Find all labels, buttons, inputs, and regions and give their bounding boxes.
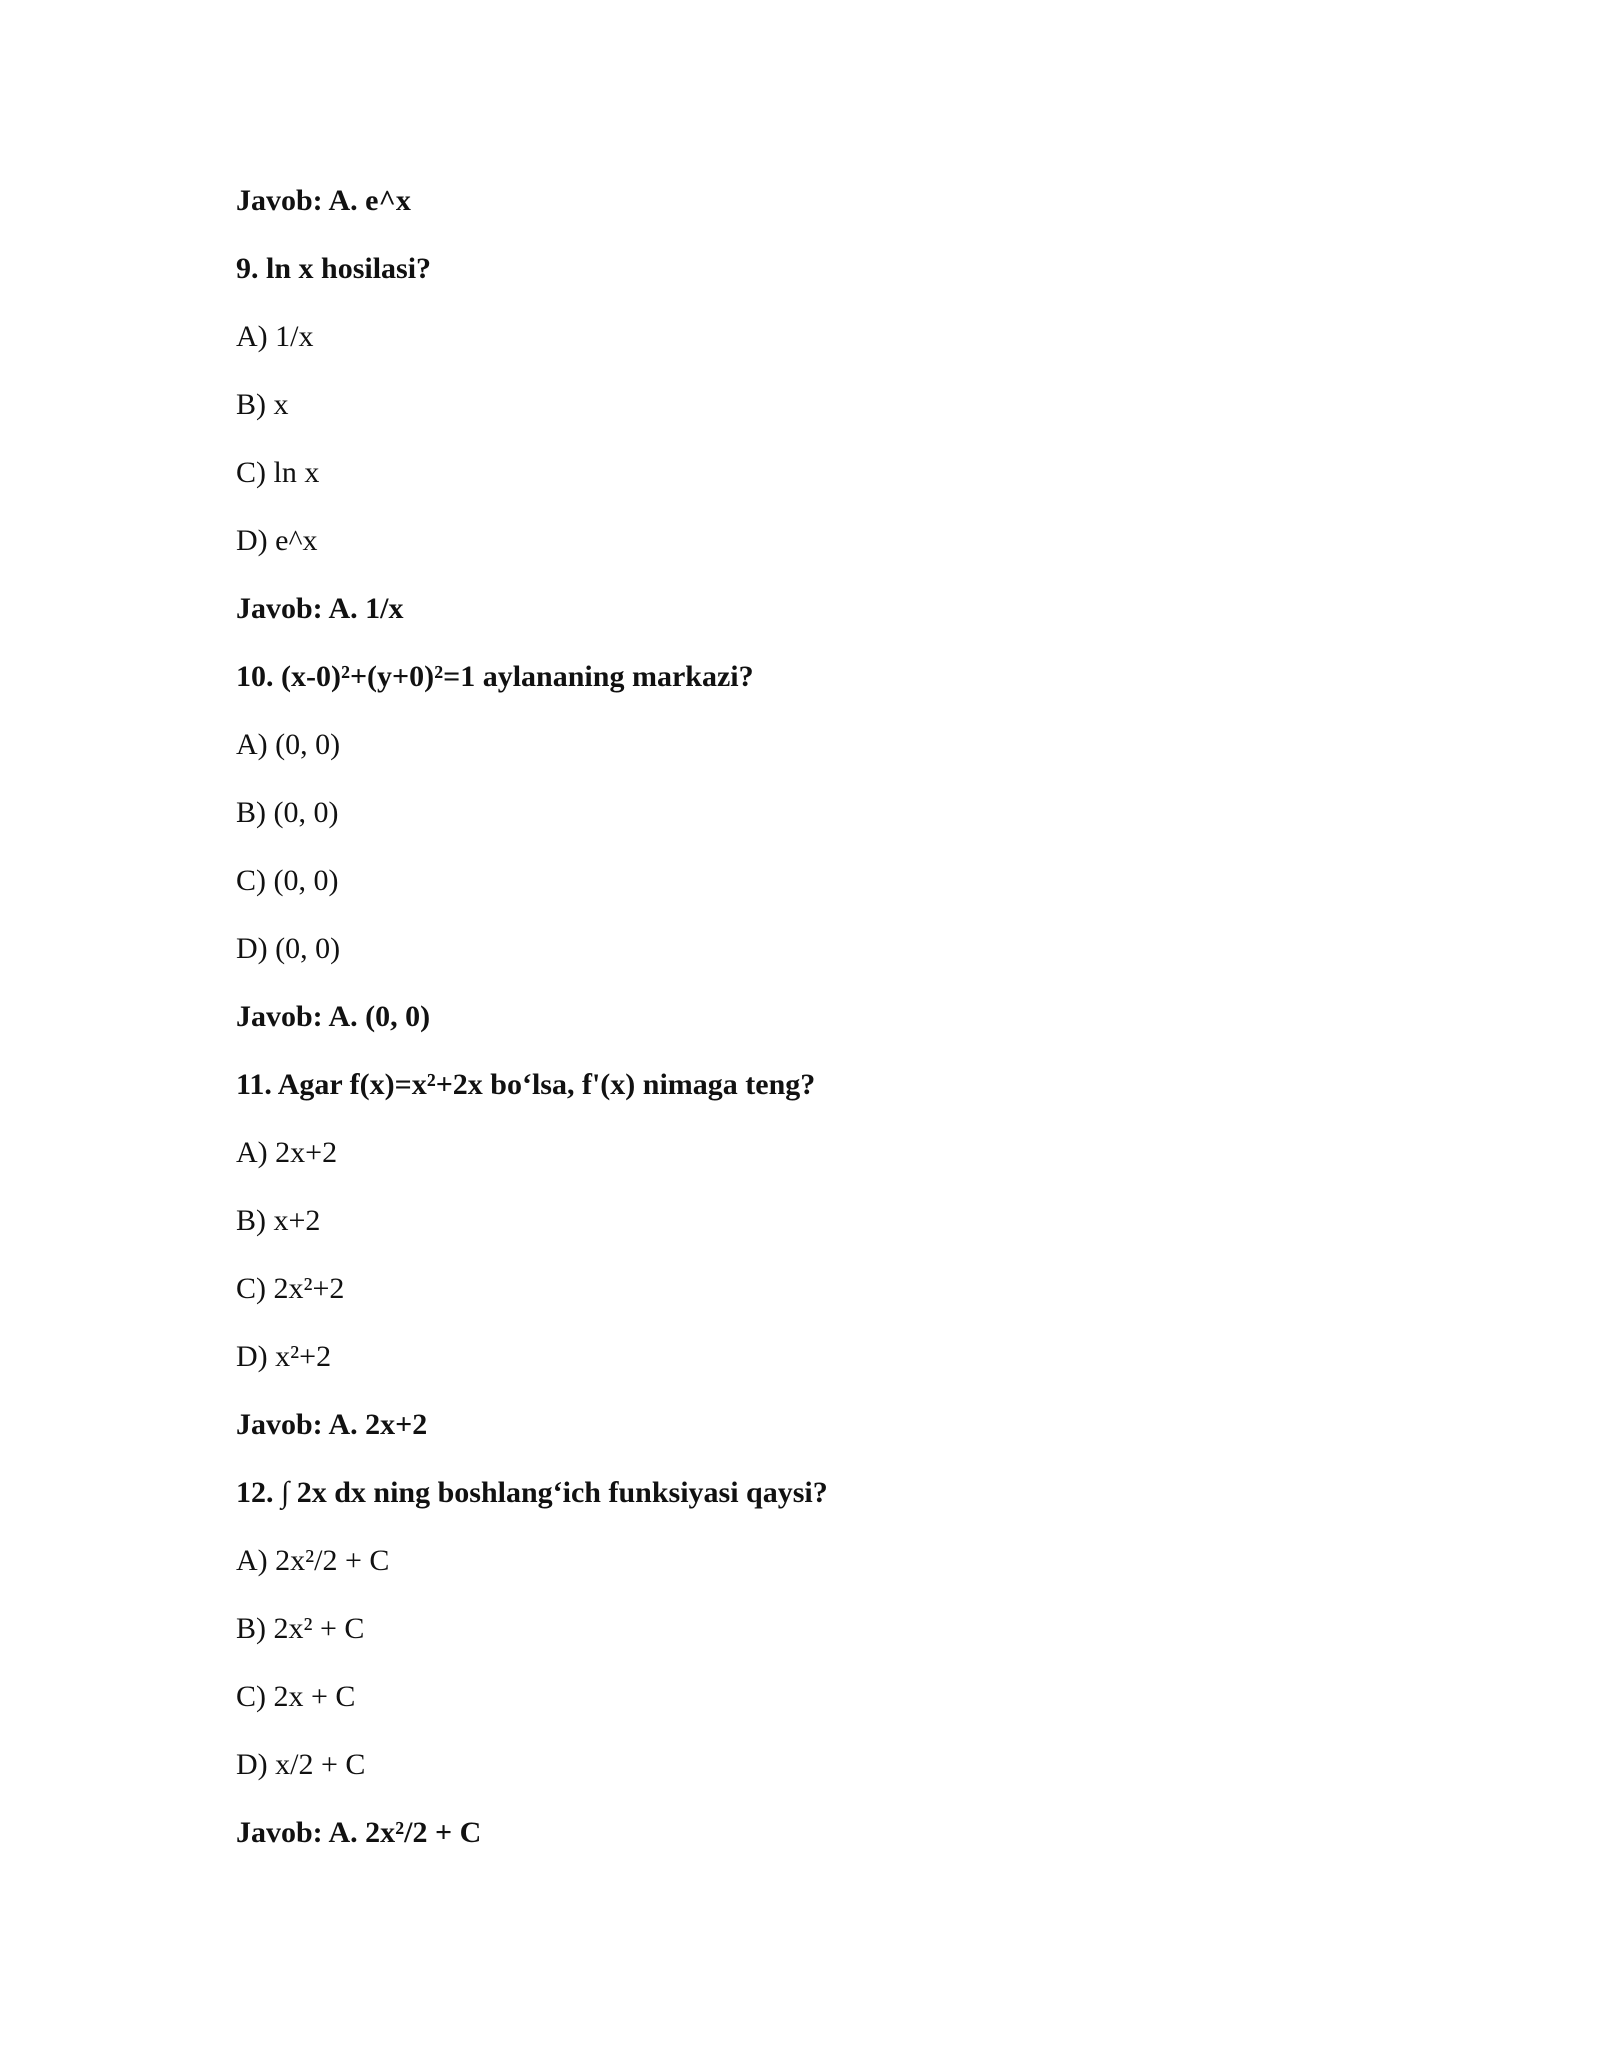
option-q10-a: A) (0, 0) <box>236 728 341 761</box>
question-10: 10. (x-0)²+(y+0)²=1 aylananing markazi? <box>236 660 754 693</box>
question-12: 12. ∫ 2x dx ning boshlang‘ich funksiyasi qaysi? <box>236 1476 828 1509</box>
answer-line-q8: Javob: A. e^x <box>236 184 411 217</box>
answer-line-q10: Javob: A. (0, 0) <box>236 1000 431 1033</box>
option-q9-d: D) e^x <box>236 524 318 557</box>
option-q12-d: D) x/2 + C <box>236 1748 366 1781</box>
option-q12-c: C) 2x + C <box>236 1680 356 1713</box>
option-q9-c: C) ln x <box>236 456 320 489</box>
option-q9-a: A) 1/x <box>236 320 314 353</box>
option-q12-a: A) 2x²/2 + C <box>236 1544 390 1577</box>
option-q12-b: B) 2x² + C <box>236 1612 365 1645</box>
option-q11-a: A) 2x+2 <box>236 1136 338 1169</box>
option-q10-b: B) (0, 0) <box>236 796 339 829</box>
option-q11-c: C) 2x²+2 <box>236 1272 345 1305</box>
question-11: 11. Agar f(x)=x²+2x bo‘lsa, f'(x) nimaga teng? <box>236 1068 816 1101</box>
document-body <box>236 183 828 1883</box>
answer-line-q11: Javob: A. 2x+2 <box>236 1408 428 1441</box>
question-9: 9. ln x hosilasi? <box>236 252 432 285</box>
option-q9-b: B) x <box>236 388 289 421</box>
option-q11-d: D) x²+2 <box>236 1340 332 1373</box>
option-q10-c: C) (0, 0) <box>236 864 339 897</box>
option-q11-b: B) x+2 <box>236 1204 321 1237</box>
option-q10-d: D) (0, 0) <box>236 932 341 965</box>
answer-line-q12: Javob: A. 2x²/2 + C <box>236 1816 482 1849</box>
answer-line-q9: Javob: A. 1/x <box>236 592 404 625</box>
